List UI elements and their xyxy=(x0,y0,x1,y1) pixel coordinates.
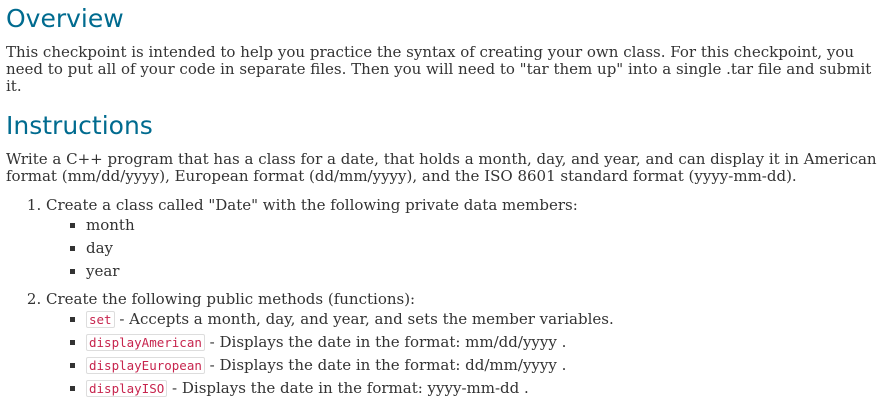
instructions-paragraph: Write a C++ program that has a class for a date, that holds a month, day, and year, and can display it in American format (mm/dd/yyyy), European format (dd/mm/yyyy), and the ISO 8601 standard format (yyyy-mm-dd). xyxy=(6,150,877,185)
step-item xyxy=(46,197,887,283)
member-label: year xyxy=(86,262,120,280)
step-item xyxy=(46,291,887,400)
method-description: - Displays the date in the format: mm/dd/yyyy . xyxy=(204,333,567,351)
member-item xyxy=(86,237,887,260)
member-item xyxy=(86,214,887,237)
member-item xyxy=(86,260,887,283)
method-item xyxy=(86,308,887,331)
method-code: set xyxy=(86,311,115,328)
method-code: displayEuropean xyxy=(86,357,205,374)
method-item xyxy=(86,331,887,354)
members-list xyxy=(46,214,887,283)
method-code: displayISO xyxy=(86,380,167,397)
member-label: day xyxy=(86,239,114,257)
overview-paragraph: This checkpoint is intended to help you practice the syntax of creating your own class. For this checkpoint, you need to put all of your code in separate files. Then you will need to "tar them up" into a single .tar file and submit it. xyxy=(6,43,872,95)
method-description: - Displays the date in the format: yyyy-mm-dd . xyxy=(167,379,529,397)
method-item xyxy=(86,377,887,400)
step-text: Create a class called "Date" with the following private data members: xyxy=(46,196,578,214)
instructions-heading: Instructions xyxy=(6,111,153,140)
method-description: - Accepts a month, day, and year, and sets the member variables. xyxy=(114,310,614,328)
overview-heading: Overview xyxy=(6,4,124,33)
method-description: - Displays the date in the format: dd/mm/yyyy . xyxy=(204,356,567,374)
document xyxy=(0,4,893,400)
step-text: Create the following public methods (functions): xyxy=(46,290,416,308)
member-label: month xyxy=(86,216,135,234)
steps-list xyxy=(6,197,887,400)
methods-list xyxy=(46,308,887,400)
method-item xyxy=(86,354,887,377)
method-code: displayAmerican xyxy=(86,334,205,351)
